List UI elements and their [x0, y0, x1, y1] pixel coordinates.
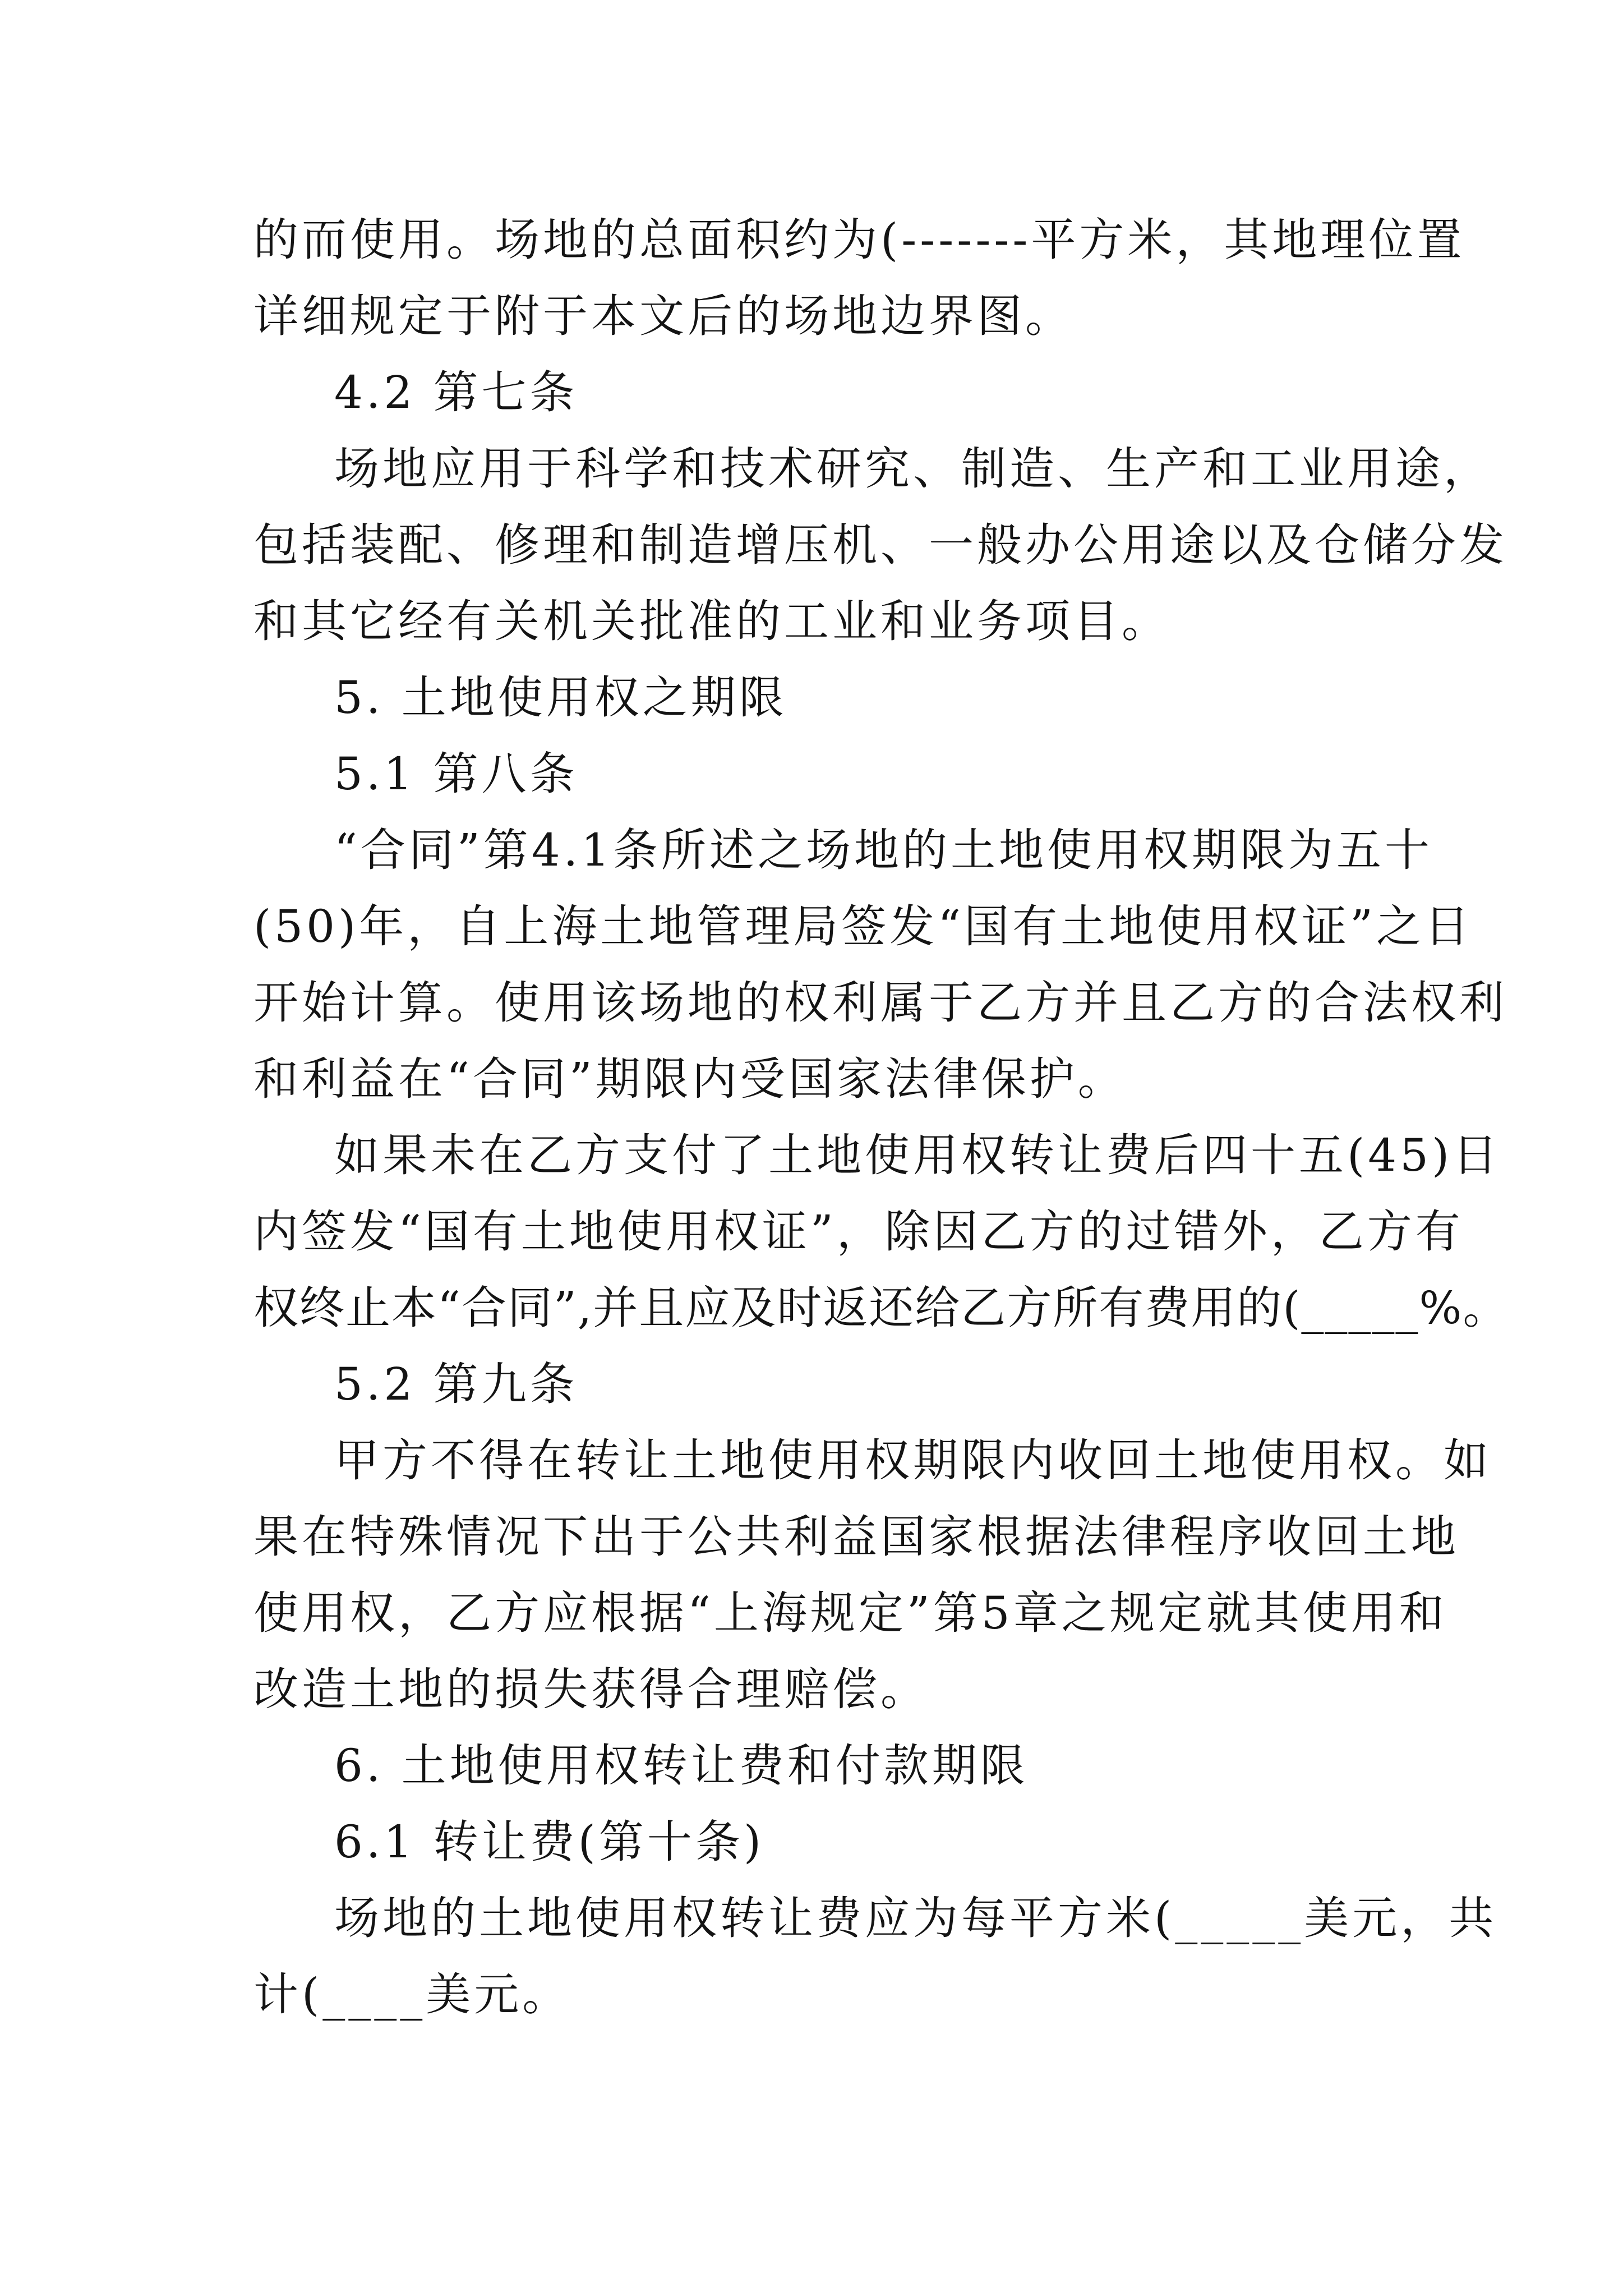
paragraph-line: 详细规定于附于本文后的场地边界图。: [253, 290, 1073, 342]
paragraph-line: 开始计算。使用该场地的权利属于乙方并且乙方的合法权利: [253, 977, 1507, 1029]
paragraph-line: 使用权，乙方应根据“上海规定”第5章之规定就其使用和: [253, 1587, 1447, 1639]
section-heading: 5. 土地使用权之期限: [334, 671, 787, 724]
paragraph-line: 场地的土地使用权转让费应为每平方米(_____美元，共: [334, 1892, 1497, 1944]
section-heading: 6.1 转让费(第十条): [334, 1816, 765, 1868]
section-heading: 5.2 第九条: [334, 1358, 578, 1410]
paragraph-line: 计(____美元。: [253, 1968, 571, 2021]
paragraph-line: 改造土地的损失获得合理赔偿。: [253, 1663, 929, 1715]
paragraph-line: 权终止本“合同”,并且应及时返还给乙方所有费用的(_____%。: [253, 1282, 1509, 1334]
paragraph-line: 如果未在乙方支付了土地使用权转让费后四十五(45)日: [334, 1129, 1501, 1181]
paragraph-line: 甲方不得在转让土地使用权期限内收回土地使用权。如: [334, 1434, 1492, 1487]
paragraph-line: “合同”第4.1条所述之场地的土地使用权期限为五十: [334, 824, 1433, 876]
paragraph-line: 果在特殊情况下出于公共利益国家根据法律程序收回土地: [253, 1511, 1459, 1563]
paragraph-line: 场地应用于科学和技术研究、制造、生产和工业用途，: [334, 443, 1492, 495]
paragraph-line: 和利益在“合同”期限内受国家法律保护。: [253, 1053, 1126, 1105]
paragraph-line: (50)年，自上海土地管理局签发“国有土地使用权证”之日: [253, 900, 1473, 953]
paragraph-line: 内签发“国有土地使用权证”，除因乙方的过错外，乙方有: [253, 1205, 1464, 1258]
section-heading: 4.2 第七条: [334, 366, 578, 418]
paragraph-line: 包括装配、修理和制造增压机、一般办公用途以及仓储分发: [253, 519, 1507, 571]
section-heading: 5.1 第八条: [334, 748, 578, 800]
paragraph-line: 的而使用。场地的总面积约为(-------平方米，其地理位置: [253, 214, 1465, 266]
section-heading: 6. 土地使用权转让费和付款期限: [334, 1740, 1029, 1792]
paragraph-line: 和其它经有关机关批准的工业和业务项目。: [253, 595, 1170, 647]
